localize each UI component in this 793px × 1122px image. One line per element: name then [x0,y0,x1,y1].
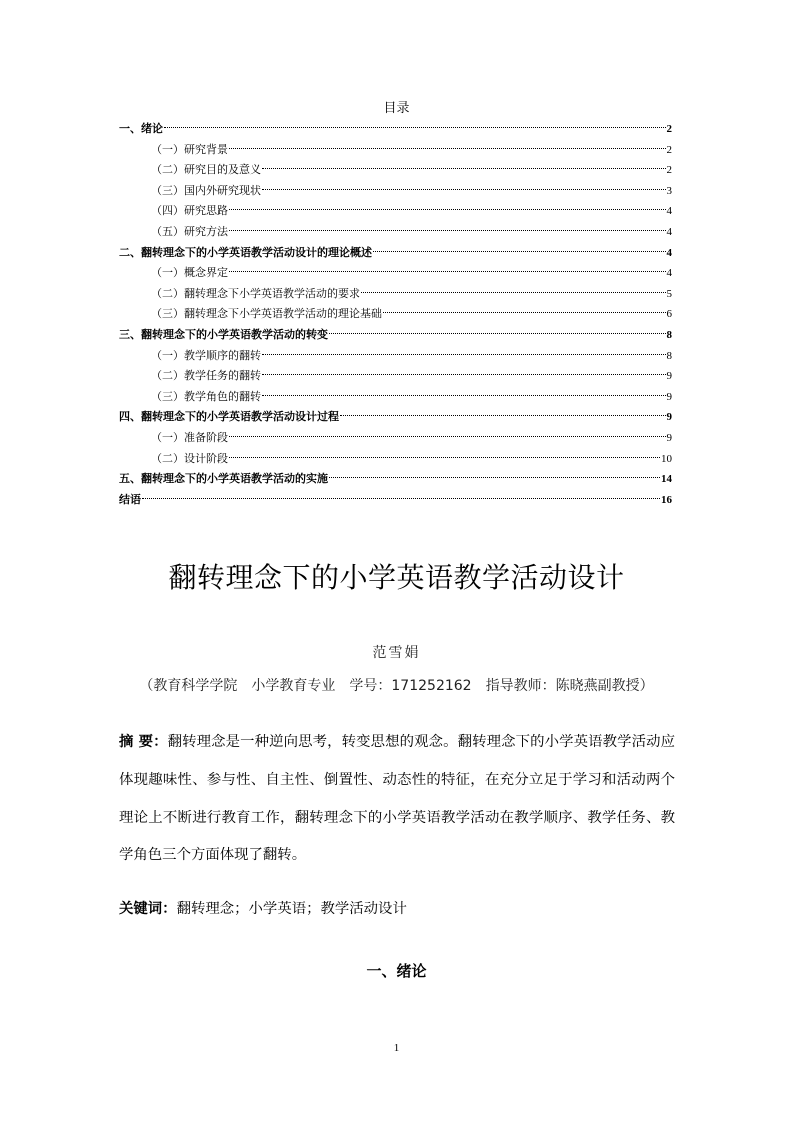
author-affiliation: （教育科学学院 小学教育专业 学号：171252162 指导教师：陈晓燕副教授） [139,678,654,694]
toc-entry[interactable] [119,181,672,202]
toc-leader-dots [329,477,660,478]
toc-entry-label: 五、翻转理念下的小学英语教学活动的实施 [119,472,328,486]
toc-entry-label: （二）教学任务的翻转 [151,369,261,383]
toc-entry[interactable] [119,140,672,161]
toc-leader-dots [229,457,660,458]
toc-entry-page: 4 [666,267,672,280]
section-heading: 一、绪论 [366,962,427,980]
toc-entry-label: 四、翻转理念下的小学英语教学活动设计过程 [119,410,339,424]
toc-entry-label: 二、翻转理念下的小学英语教学活动设计的理论概述 [119,245,372,259]
toc-entry-label: （二）设计阶段 [151,451,228,465]
toc-entry[interactable] [119,119,672,140]
toc-entry[interactable] [119,490,672,511]
toc-leader-dots [229,230,666,231]
toc-entry[interactable] [119,428,672,449]
toc-leader-dots [262,395,666,396]
toc-leader-dots [262,168,666,169]
toc-entry-page: 8 [666,328,672,341]
toc-entry-label: （二）研究目的及意义 [151,163,261,177]
toc-entry[interactable] [119,201,672,222]
toc-entry[interactable] [119,263,672,284]
keywords-text: 翻转理念；小学英语；教学活动设计 [176,901,407,917]
toc-entry-label: （一）概念界定 [151,266,228,280]
toc-entry-label: （一）教学顺序的翻转 [151,348,261,362]
toc-entry-label: （三）国内外研究现状 [151,183,261,197]
toc-leader-dots [383,312,666,313]
toc-entry-page: 10 [661,452,672,465]
toc-entry-label: 结语 [119,492,141,506]
toc-leader-dots [229,209,666,210]
toc-entry[interactable] [119,222,672,243]
abstract-label: 摘 要： [119,734,168,750]
toc-title: 目录 [383,101,410,116]
toc-entry-label: （二）翻转理念下小学英语教学活动的要求 [151,286,360,300]
toc-entry[interactable] [119,449,672,470]
toc-entry-page: 9 [666,370,672,383]
toc-entry-label: （四）研究思路 [151,204,228,218]
toc-entry[interactable] [119,304,672,325]
author-name: 范雪娟 [372,645,421,661]
toc-entry[interactable] [119,243,672,264]
page-number: 1 [393,1042,400,1054]
toc-entry-label: （三）翻转理念下小学英语教学活动的理论基础 [151,307,382,321]
toc-leader-dots [229,436,666,437]
toc-entry-label: （三）教学角色的翻转 [151,389,261,403]
toc-entry-page: 9 [666,411,672,424]
toc-leader-dots [340,415,666,416]
toc-entry[interactable] [119,346,672,367]
toc-leader-dots [329,333,666,334]
toc-entry-label: （一）准备阶段 [151,430,228,444]
toc-entry-page: 6 [666,308,672,321]
toc-entry[interactable] [119,284,672,305]
toc-entry-page: 14 [661,473,672,486]
toc-leader-dots [373,251,666,252]
toc-leader-dots [361,292,666,293]
toc-entry-label: （五）研究方法 [151,224,228,238]
abstract-text: 翻转理念是一种逆向思考，转变思想的观念。翻转理念下的小学英语教学活动应体现趣味性、参与性、自主性、倒置性、动态性的特征，在充分立足于学习和活动两个理论上不断进行教育工作，翻转理念下的小学英语教学活动在教学顺序、教学任务、教学角色三个方面体现了翻转。 [119,734,675,864]
toc-entry-page: 4 [666,246,672,259]
toc-entry-page: 2 [666,143,672,156]
table-of-contents [119,119,672,510]
toc-entry-page: 8 [666,349,672,362]
document-title: 翻转理念下的小学英语教学活动设计 [168,561,625,594]
toc-entry[interactable] [119,407,672,428]
toc-entry-page: 5 [666,287,672,300]
toc-entry[interactable] [119,469,672,490]
abstract [119,724,675,875]
toc-leader-dots [262,354,666,355]
toc-entry[interactable] [119,366,672,387]
toc-leader-dots [262,189,666,190]
toc-leader-dots [164,127,666,128]
toc-entry-page: 2 [666,123,672,135]
toc-entry-page: 4 [666,205,672,218]
keywords-label: 关键词： [119,901,177,917]
toc-leader-dots [262,374,666,375]
toc-leader-dots [142,498,660,499]
toc-entry-label: （一）研究背景 [151,142,228,156]
toc-entry[interactable] [119,387,672,408]
toc-entry[interactable] [119,325,672,346]
toc-entry-page: 3 [666,184,672,197]
toc-entry-page: 9 [666,390,672,403]
toc-entry-page: 16 [661,493,672,506]
toc-entry-label: 三、翻转理念下的小学英语教学活动的转变 [119,327,328,341]
toc-entry-page: 9 [666,431,672,444]
toc-leader-dots [229,271,666,272]
toc-entry[interactable] [119,160,672,181]
toc-entry-page: 2 [666,164,672,177]
toc-entry-page: 4 [666,225,672,238]
keywords [119,897,675,918]
toc-leader-dots [229,148,666,149]
toc-entry-label: 一、绪论 [119,122,163,135]
